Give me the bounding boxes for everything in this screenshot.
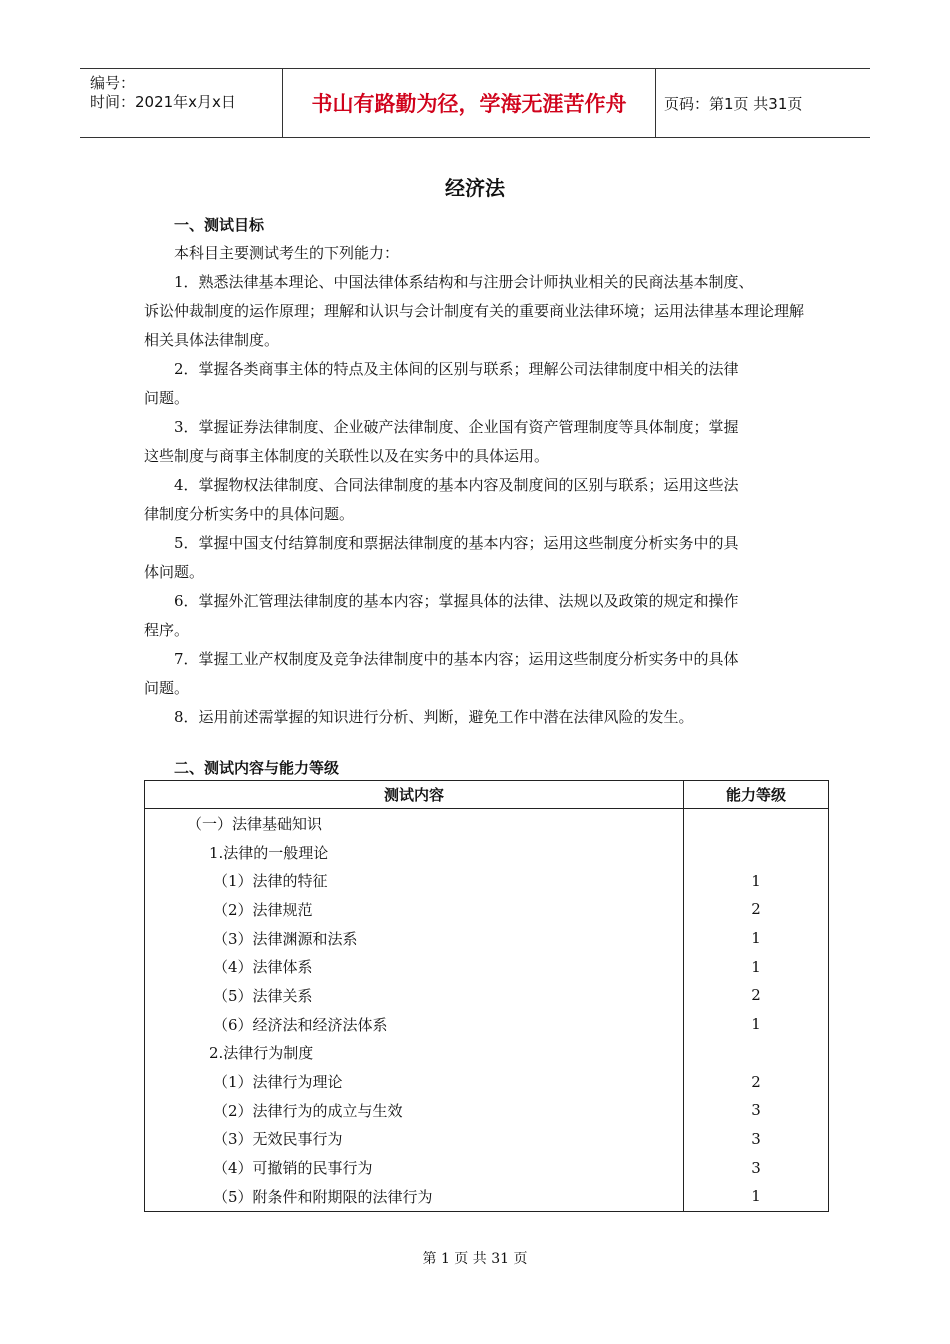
row-level: 2 — [684, 895, 829, 924]
section1-intro: 本科目主要测试考生的下列能力： — [174, 244, 400, 262]
table-row — [145, 1153, 829, 1182]
row-content: （3）无效民事行为 — [145, 1125, 684, 1154]
row-content: （一）法律基础知识 — [145, 809, 684, 838]
objective-item: 7．掌握工业产权制度及竞争法律制度中的基本内容；运用这些制度分析实务中的具体 问题。 — [144, 650, 739, 697]
table-row — [145, 1096, 829, 1125]
row-content: 2.法律行为制度 — [145, 1039, 684, 1068]
row-content: （1）法律的特征 — [145, 866, 684, 895]
row-level: 3 — [684, 1153, 829, 1182]
row-level: 1 — [684, 1182, 829, 1211]
table-row — [145, 1039, 829, 1068]
table-row — [145, 981, 829, 1010]
page-header — [80, 68, 870, 138]
row-level: 3 — [684, 1125, 829, 1154]
objective-item: 5．掌握中国支付结算制度和票据法律制度的基本内容；运用这些制度分析实务中的具 体问题。 — [144, 534, 739, 581]
row-level: 2 — [684, 981, 829, 1010]
section1-body — [144, 239, 810, 732]
row-content: （6）经济法和经济法体系 — [145, 1010, 684, 1039]
page-footer: 第 1 页 共 31 页 — [422, 1251, 528, 1267]
row-level: 1 — [684, 924, 829, 953]
table-row — [145, 1010, 829, 1039]
objective-item: 3．掌握证券法律制度、企业破产法律制度、企业国有资产管理制度等具体制度；掌握 这些制度与商事主体制度的关联性以及在实务中的具体运用。 — [144, 418, 739, 465]
table-row — [145, 866, 829, 895]
col-content-header: 测试内容 — [145, 781, 684, 809]
row-level: 3 — [684, 1096, 829, 1125]
row-content: （5）附条件和附期限的法律行为 — [145, 1182, 684, 1211]
objective-item: 4．掌握物权法律制度、合同法律制度的基本内容及制度间的区别与联系；运用这些法 律制度分析实务中的具体问题。 — [144, 476, 739, 523]
table-header-row — [145, 781, 829, 809]
section2-heading: 二、测试内容与能力等级 — [174, 759, 340, 777]
row-content: （4）可撤销的民事行为 — [145, 1153, 684, 1182]
row-level: 1 — [684, 1010, 829, 1039]
row-content: （1）法律行为理论 — [145, 1067, 684, 1096]
table-row — [145, 809, 829, 838]
row-level: 2 — [684, 1067, 829, 1096]
table-row — [145, 1067, 829, 1096]
row-content: （3）法律渊源和法系 — [145, 924, 684, 953]
objective-item: 1．熟悉法律基本理论、中国法律体系结构和与注册会计师执业相关的民商法基本制度、 诉讼仲裁制度的运作原理；理解和认识与会计制度有关的重要商业法律环境；运用法律基本理论理解相关具体法律制度。 — [144, 273, 805, 349]
objective-item: 6．掌握外汇管理法律制度的基本内容；掌握具体的法律、法规以及政策的规定和操作 程序。 — [144, 592, 739, 639]
row-level — [684, 838, 829, 867]
document-title: 经济法 — [445, 176, 505, 200]
row-content: （2）法律行为的成立与生效 — [145, 1096, 684, 1125]
col-level-header: 能力等级 — [684, 781, 829, 809]
section1-heading: 一、测试目标 — [174, 216, 265, 234]
objective-item: 8．运用前述需掌握的知识进行分析、判断，避免工作中潜在法律风险的发生。 — [174, 708, 694, 726]
header-meta — [80, 69, 282, 137]
row-content: （4）法律体系 — [145, 952, 684, 981]
row-level — [684, 1039, 829, 1068]
table-row — [145, 895, 829, 924]
table-row — [145, 1182, 829, 1211]
time-label: 时间：2021年x月x日 — [90, 93, 236, 111]
row-content: 1.法律的一般理论 — [145, 838, 684, 867]
content-table — [144, 780, 829, 1212]
table-row — [145, 924, 829, 953]
row-level: 1 — [684, 952, 829, 981]
row-content: （5）法律关系 — [145, 981, 684, 1010]
objective-item: 2．掌握各类商事主体的特点及主体间的区别与联系；理解公司法律制度中相关的法律 问题。 — [144, 360, 739, 407]
row-level — [684, 809, 829, 838]
table-row — [145, 952, 829, 981]
header-page-info: 页码：第1页 共31页 — [664, 94, 803, 113]
table-row — [145, 838, 829, 867]
row-content: （2）法律规范 — [145, 895, 684, 924]
row-level: 1 — [684, 866, 829, 895]
header-motto: 书山有路勤为径，学海无涯苦作舟 — [282, 69, 656, 137]
table-row — [145, 1125, 829, 1154]
number-label: 编号： — [90, 74, 136, 92]
